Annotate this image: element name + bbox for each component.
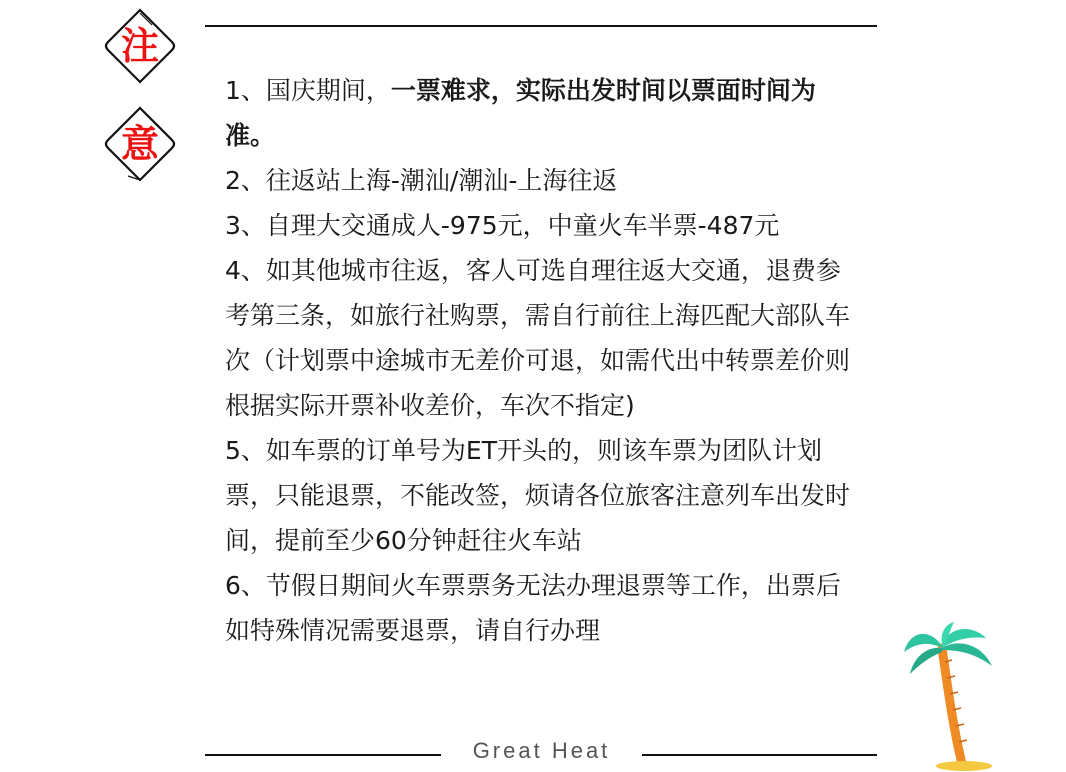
- palm-tree-icon: [900, 622, 1000, 772]
- notice-badge-zhu: [100, 6, 180, 86]
- note-text: 6、节假日期间火车票票务无法办理退票等工作，出票后如特殊情况需要退票，请自行办理: [225, 571, 841, 645]
- badge-char-zhu: 注: [120, 24, 159, 68]
- top-divider: [205, 25, 877, 27]
- notice-badge-yi: [100, 104, 180, 184]
- bottom-divider-right: [642, 754, 877, 756]
- note-item-2: [225, 158, 865, 203]
- note-item-3: [225, 203, 865, 248]
- bottom-divider-left: [205, 754, 441, 756]
- note-text: 3、自理大交通成人-975元，中童火车半票-487元: [225, 211, 780, 240]
- footer-caption: Great Heat: [472, 738, 611, 763]
- note-item-6: [225, 563, 865, 653]
- note-emphasis: 一票难求，实际出发时间以票面时间为准。: [225, 76, 816, 150]
- note-item-1: [225, 68, 865, 158]
- note-text: 5、如车票的订单号为ET开头的，则该车票为团队计划票，只能退票，不能改签，烦请各位旅客注意列车出发时间，提前至少60分钟赶往火车站: [225, 436, 851, 555]
- note-text: 1、国庆期间，: [225, 76, 391, 105]
- note-text: 2、往返站上海-潮汕/潮汕-上海往返: [225, 166, 618, 195]
- notice-list: [225, 68, 865, 653]
- note-text: 4、如其他城市往返，客人可选自理往返大交通，退费参考第三条，如旅行社购票，需自行前往上海匹配大部队车次（计划票中途城市无差价可退，如需代出中转票差价则根据实际开票补收差价，车次不指定): [225, 256, 851, 420]
- note-item-5: [225, 428, 865, 563]
- note-item-4: [225, 248, 865, 428]
- badge-char-yi: 意: [120, 122, 159, 166]
